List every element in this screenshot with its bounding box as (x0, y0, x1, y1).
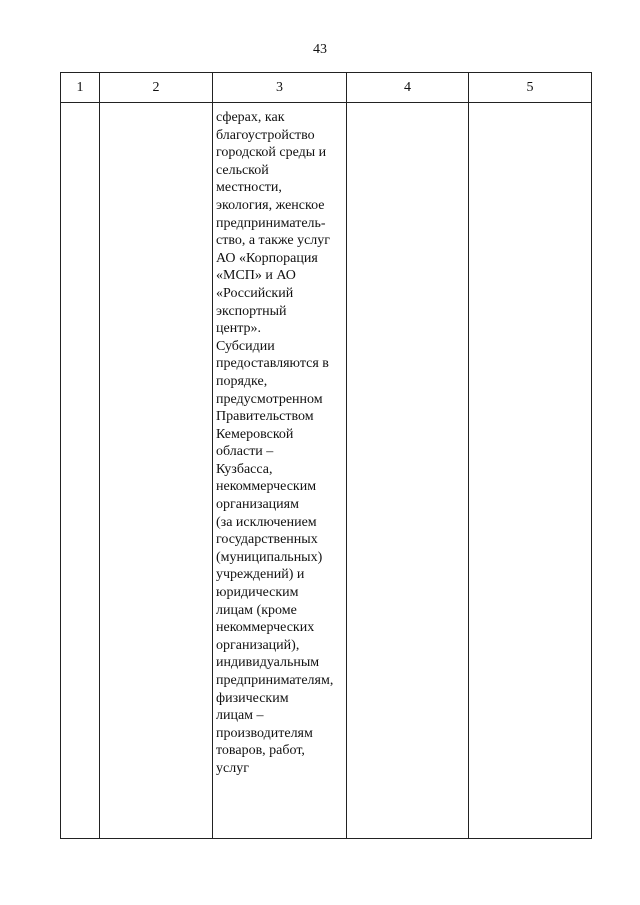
cell-text-line: лицам – (216, 708, 264, 724)
cell-text-line: учреждений) и (216, 567, 305, 583)
column-header-1: 1 (61, 73, 100, 103)
cell-text-line: государственных (216, 532, 318, 548)
cell-text-line: предприниматель- (216, 215, 326, 231)
cell-text-line: производителям (216, 725, 313, 741)
column-header-2: 2 (100, 73, 213, 103)
cell-text-line: области – (216, 444, 274, 460)
cell-text-line: порядке, (216, 373, 268, 389)
cell-text-line: организациям (216, 497, 299, 513)
table-row (61, 103, 592, 839)
cell-text-line: экспортный (216, 303, 287, 319)
cell-text-line: местности, (216, 180, 282, 196)
page-number: 43 (313, 42, 327, 57)
cell-text-line: некоммерческих (216, 620, 315, 636)
column-header-4: 4 (347, 73, 469, 103)
table-cell-col2 (100, 103, 213, 839)
cell-text-line: предоставляются в (216, 356, 329, 372)
cell-text-line: товаров, работ, (216, 743, 305, 759)
column-header-5: 5 (469, 73, 592, 103)
document-table (60, 72, 592, 839)
cell-text-line: Кузбасса, (216, 461, 273, 477)
table-cell-col3 (213, 103, 347, 839)
cell-text-line: (муниципальных) (216, 549, 323, 565)
cell-text-line: сферах, как (216, 110, 285, 125)
cell-text-line: услуг (216, 760, 249, 776)
cell-text-line: организаций), (216, 637, 300, 653)
cell-text-line: Субсидии (216, 338, 275, 354)
cell-text-line: «МСП» и АО (216, 268, 296, 284)
cell-text-line: благоустройство (216, 127, 315, 143)
cell-text-line: некоммерческим (216, 479, 317, 495)
cell-text-line: центр». (216, 321, 261, 337)
cell-text-line: Кемеровской (216, 426, 294, 442)
cell-text-line: юридическим (216, 585, 299, 601)
column-header-3: 3 (213, 73, 347, 103)
table-cell-col4 (347, 103, 469, 839)
cell-text-line: «Российский (216, 285, 294, 301)
cell-text-line: АО «Корпорация (216, 250, 318, 266)
table-header-row (61, 73, 592, 103)
cell-text-line: предусмотренном (216, 391, 323, 407)
cell-text-line: предпринимателям, (216, 673, 334, 688)
table-cell-col1 (61, 103, 100, 839)
cell-text-line: (за исключением (216, 514, 317, 530)
cell-text-line: лицам (кроме (216, 602, 297, 618)
cell-text-line: сельской (216, 162, 269, 178)
cell-text-line: физическим (216, 690, 289, 706)
cell-text-line: ство, а также услуг (216, 233, 331, 249)
cell-text-line: Правительством (216, 409, 314, 425)
cell-text-line: городской среды и (216, 145, 327, 161)
table-cell-col5 (469, 103, 592, 839)
cell-text-line: индивидуальным (216, 655, 320, 671)
cell-text-line: экология, женское (216, 197, 325, 213)
cell-description-text (213, 103, 346, 778)
